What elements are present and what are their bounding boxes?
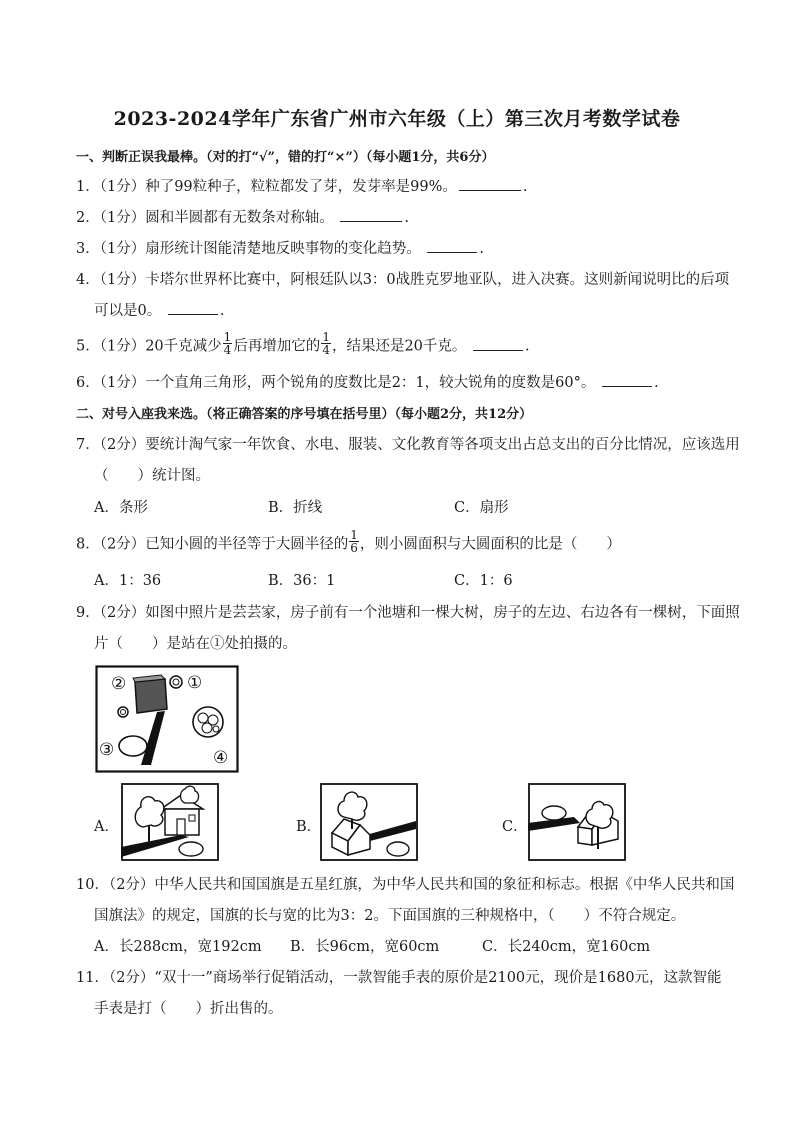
option-c[interactable]: C． <box>502 819 528 835</box>
question-number: 2． <box>76 210 100 226</box>
answer-blank[interactable] <box>602 385 652 387</box>
question-text: 可以是0。 <box>94 303 162 319</box>
period: . <box>219 303 225 319</box>
question-number: 9． <box>76 605 100 621</box>
answer-blank[interactable] <box>340 220 402 222</box>
pond <box>119 736 147 756</box>
numerator: 1 <box>322 330 330 344</box>
fraction <box>349 529 359 554</box>
period: . <box>653 375 659 391</box>
answer-blank[interactable] <box>473 349 523 351</box>
question-2 <box>76 206 409 227</box>
question-7-cont: （ ）统计图。 <box>94 468 210 484</box>
pond <box>179 842 203 856</box>
period: . <box>525 338 530 355</box>
option-c[interactable]: C．扇形 <box>454 500 509 516</box>
question-4-cont <box>94 299 224 320</box>
photo-option-a[interactable] <box>121 783 219 861</box>
map-label-4: ④ <box>213 748 229 768</box>
map-label-1: ① <box>187 673 203 693</box>
question-text: （1分）一个直角三角形，两个锐角的度数比是2：1，较大锐角的度数是60°。 <box>99 375 596 391</box>
question-text: （1分）种了99粒种子，粒粒都发了芽，发芽率是99%。 <box>99 179 457 195</box>
period: . <box>479 241 484 257</box>
question-number: 4． <box>76 272 100 288</box>
section-1-heading: 一、判断正误我最棒。（对的打“√”，错的打“×”）（每小题1分，共6分） <box>76 150 495 165</box>
question-text: （1分）圆和半圆都有无数条对称轴。 <box>99 210 334 226</box>
option-a[interactable]: A．长288cm，宽192cm <box>94 939 262 955</box>
fraction <box>223 331 233 356</box>
answer-blank[interactable] <box>168 313 218 315</box>
photo-option-b[interactable] <box>320 783 418 861</box>
question-11 <box>76 966 722 987</box>
question-text: （2分）如图中照片是芸芸家，房子前有一个池塘和一棵大树，房子的左边、右边各有一棵树，下面照 <box>99 605 740 621</box>
question-text: （2分）“双十一”商场举行促销活动，一款智能手表的原价是2100元，现价是1680元，这款智能 <box>108 970 722 986</box>
numerator: 1 <box>350 528 358 542</box>
question-9 <box>76 601 740 622</box>
option-a[interactable]: A． <box>94 819 119 835</box>
question-5 <box>76 330 530 359</box>
numerator: 1 <box>223 330 232 344</box>
question-7 <box>76 433 740 454</box>
question-number: 5． <box>76 338 100 355</box>
small-tree-icon <box>118 707 128 717</box>
pond <box>387 842 409 856</box>
question-11-cont: 手表是打（ ）折出售的。 <box>94 1001 283 1017</box>
question-text: （1分）卡塔尔世界杯比赛中，阿根廷队以3：0战胜克罗地亚队，进入决赛。这则新闻说明比的后项 <box>99 272 730 288</box>
option-a[interactable]: A．条形 <box>94 500 148 516</box>
small-tree-icon <box>170 676 182 688</box>
answer-blank[interactable] <box>459 189 521 191</box>
question-number: 10． <box>76 877 109 893</box>
period: . <box>522 179 528 195</box>
question-text: （1分）20千克减少 <box>99 338 222 355</box>
denominator: 4 <box>223 343 232 357</box>
period: . <box>404 210 409 226</box>
denominator: 6 <box>350 541 358 555</box>
question-text: 后再增加它的 <box>233 338 321 355</box>
question-10-cont: 国旗法》的规定，国旗的长与宽的比为3：2。下面国旗的三种规格中，（ ）不符合规定。 <box>94 908 686 924</box>
question-number: 1． <box>76 179 100 195</box>
pond <box>542 806 566 820</box>
option-c[interactable]: C．1：6 <box>454 573 513 589</box>
map-figure <box>95 665 239 773</box>
map-label-2: ② <box>111 674 127 694</box>
question-text: （1分）扇形统计图能清楚地反映事物的变化趋势。 <box>99 241 421 257</box>
option-b[interactable]: B． <box>296 819 322 835</box>
question-text: ，结果还是20千克。 <box>331 338 467 355</box>
question-3 <box>76 237 484 258</box>
question-1 <box>76 175 528 196</box>
option-a[interactable]: A．1：36 <box>94 573 162 589</box>
question-10 <box>76 873 734 894</box>
map-label-3: ③ <box>99 740 115 760</box>
question-number: 8． <box>76 536 100 553</box>
question-number: 7． <box>76 437 100 453</box>
question-number: 6． <box>76 375 100 391</box>
question-number: 3． <box>76 241 100 257</box>
photo-option-c[interactable] <box>528 783 626 861</box>
question-text: （2分）中华人民共和国国旗是五星红旗，为中华人民共和国的象征和标志。根据《中华人民共和国 <box>108 877 735 893</box>
option-b[interactable]: B．36：1 <box>268 573 336 589</box>
question-4 <box>76 268 729 289</box>
question-text: ，则小圆面积与大圆面积的比是（ ） <box>359 536 621 553</box>
answer-blank[interactable] <box>427 251 477 253</box>
page-title: 2023-2024学年广东省广州市六年级（上）第三次月考数学试卷 <box>113 108 681 130</box>
question-9-cont: 片（ ）是站在①处拍摄的。 <box>94 636 297 652</box>
question-6 <box>76 371 659 392</box>
question-text: （2分）已知小圆的半径等于大圆半径的 <box>99 536 349 553</box>
denominator: 4 <box>322 343 330 357</box>
question-text: （2分）要统计淘气家一年饮食、水电、服装、文化教育等各项支出占总支出的百分比情况，应该选用 <box>99 437 740 453</box>
house-top-view <box>133 675 167 713</box>
big-tree-icon <box>193 707 223 737</box>
section-2-heading: 二、对号入座我来选。（将正确答案的序号填在括号里）（每小题2分，共12分） <box>76 407 533 422</box>
option-b[interactable]: B．长96cm，宽60cm <box>290 939 440 955</box>
option-c[interactable]: C．长240cm，宽160cm <box>482 939 651 955</box>
question-number: 11． <box>76 970 109 986</box>
option-b[interactable]: B．折线 <box>268 500 323 516</box>
fraction <box>321 331 331 356</box>
question-8 <box>76 528 621 557</box>
